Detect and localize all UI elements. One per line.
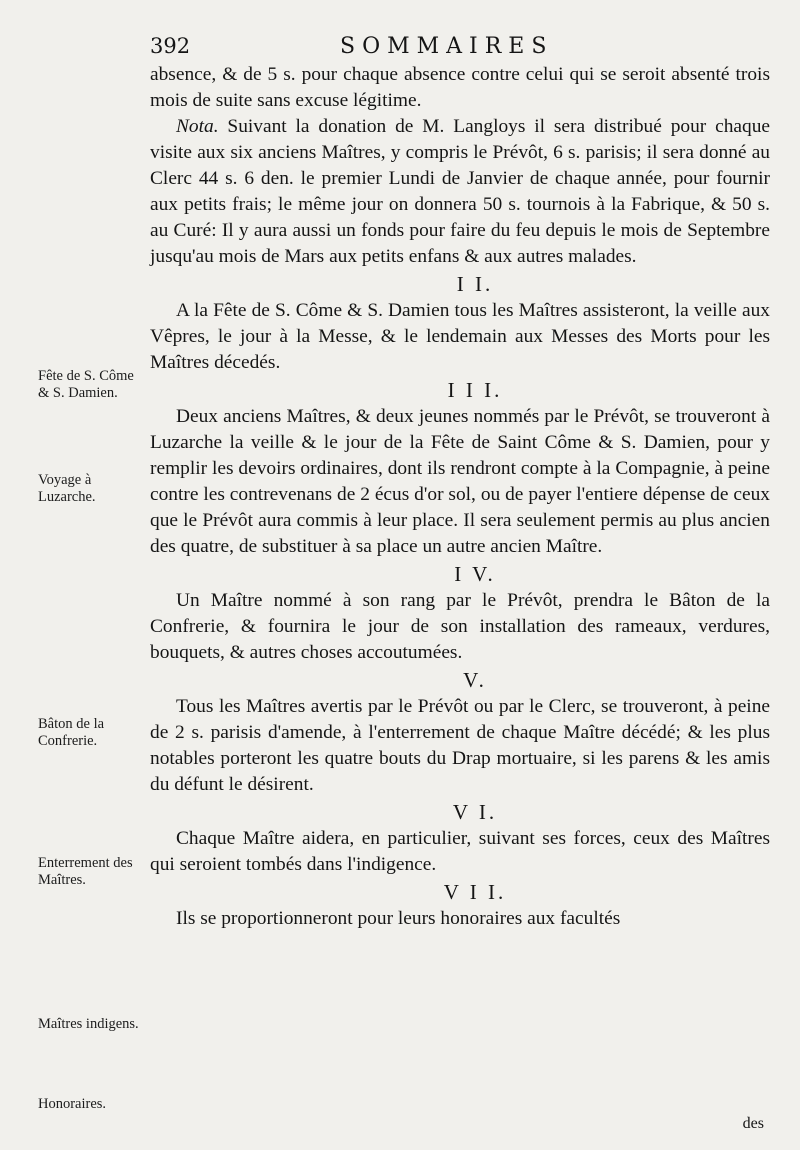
section-6-text: Chaque Maître aidera, en particulier, suivant ses forces, ceux des Maîtres qui seroient tombés dans l'indigence. — [150, 828, 770, 875]
sidenote-voyage: Voyage à Luzarche. — [38, 472, 96, 505]
catchword: des — [742, 1115, 764, 1132]
nota-text: Suivant la donation de M. Langloys il sera distribué pour chaque visite aux six anciens Maîtres, y compris le Prévôt, 6 s. parisis; il sera donné au Clerc 44 s. 6 den. le premier Lundi de Janvier de chaque année, pour fournir aux petits frais; le même jour on donnera 50 s. tournois à la Fabrique, & 50 s. au Curé: Il y aura aussi un fonds pour faire du feu depuis le mois de Septembre jusqu'au mois de Mars aux petits enfans & aux autres malades. — [150, 116, 770, 267]
paragraph-continuation: absence, & de 5 s. pour chaque absence contre celui qui se seroit absenté trois mois de suite sans excuse légitime. — [150, 64, 770, 111]
section-heading-4: I V. — [454, 562, 496, 586]
sidenote-indigens: Maîtres indigens. — [38, 1016, 139, 1032]
body-text — [150, 62, 770, 932]
sidenote-baton: Bâton de la Confrerie. — [38, 716, 105, 749]
section-7-text: Ils se proportionneront pour leurs honoraires aux facultés — [176, 908, 621, 929]
section-heading-3: I I I. — [447, 378, 503, 402]
page-number: 392 — [150, 34, 191, 58]
section-heading-6: V I. — [452, 800, 498, 824]
running-title: SOMMAIRES — [340, 34, 554, 59]
section-heading-5: V. — [463, 668, 487, 692]
section-4-text: Un Maître nommé à son rang par le Prévôt, prendra le Bâton de la Confrerie, & fournira le jour de son installation des rameaux, verdures, bouquets, & autres choses accoutumées. — [150, 590, 770, 663]
section-2-text: A la Fête de S. Côme & S. Damien tous les Maîtres assisteront, la veille aux Vêpres, le jour à la Messe, & le lendemain aux Messes des Morts pour les Maîtres décedés. — [150, 300, 770, 373]
section-3-text: Deux anciens Maîtres, & deux jeunes nommés par le Prévôt, se trouveront à Luzarche la veille & le jour de la Fête de Saint Côme & S. Damien, pour y remplir les devoirs ordinaires, dont ils rendront compte à la Compagnie, à peine contre les contrevenans de 2 écus d'or sol, ou de payer l'entiere dépense de ceux que le Prévôt aura commis à leur place. Il sera seulement permis au plus ancien des quatre, de substituer à sa place un autre ancien Maître. — [150, 406, 770, 557]
section-heading-2: I I. — [456, 272, 494, 296]
nota-label: Nota. — [176, 116, 219, 137]
sidenote-honoraires: Honoraires. — [38, 1096, 107, 1112]
sidenote-fete: Fête de S. Côme & S. Damien. — [38, 368, 134, 401]
nota-paragraph — [150, 114, 770, 270]
section-5-text: Tous les Maîtres avertis par le Prévôt ou par le Clerc, se trouveront, à peine de 2 s. parisis d'amende, à l'enterrement de chaque Maître décédé; & les plus notables porteront les quatre bouts du Drap mortuaire, si les parens & les amis du défunt le désirent. — [150, 696, 770, 795]
sidenote-enterrement: Enterrement des Maîtres. — [38, 855, 133, 888]
section-heading-7: V I I. — [443, 880, 507, 904]
